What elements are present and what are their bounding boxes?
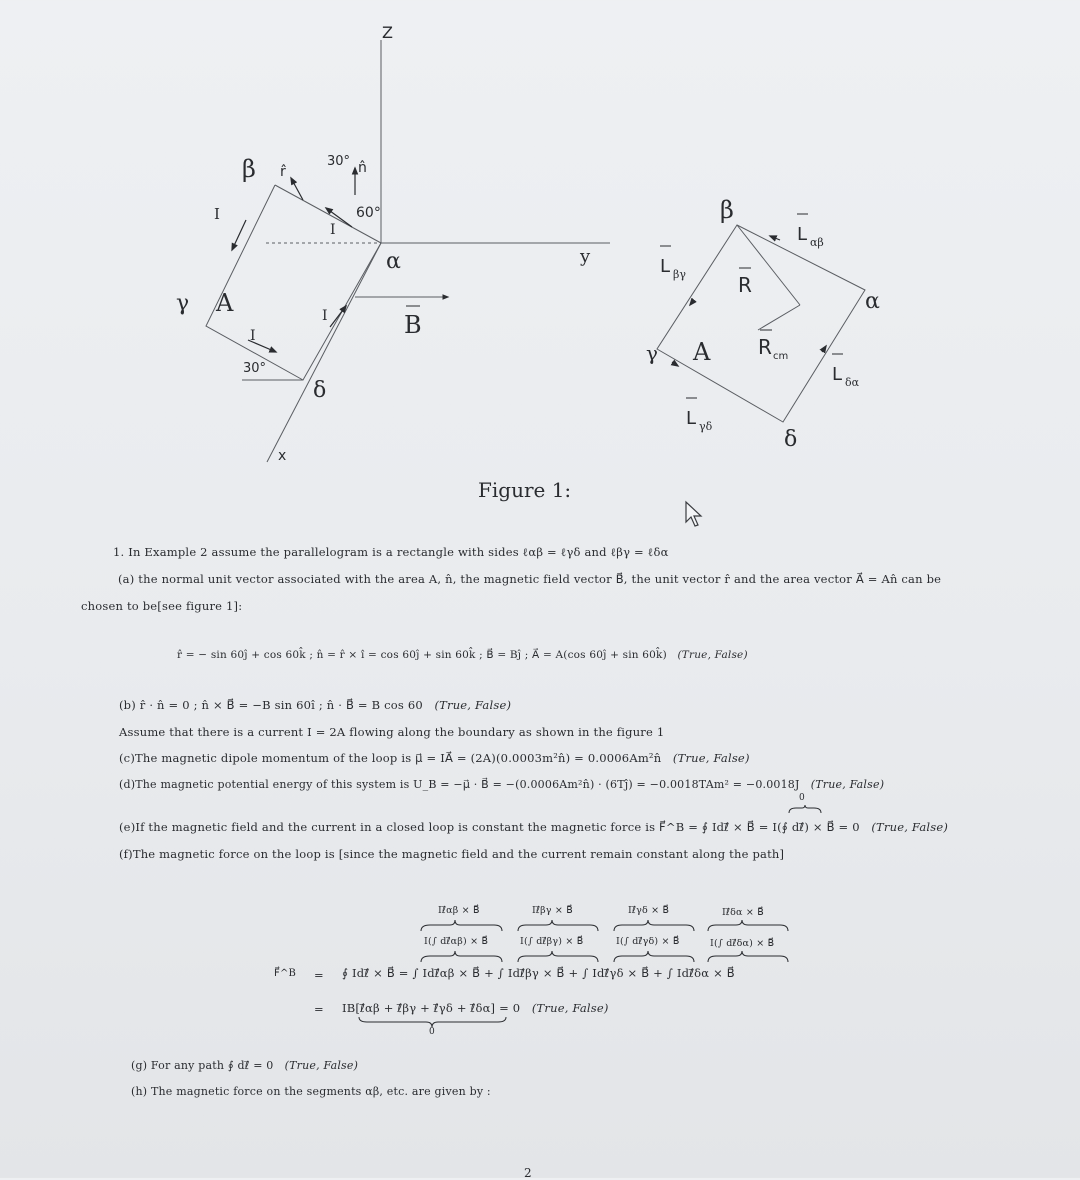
current-arrow-right: [330, 306, 346, 327]
part-a-line2: chosen to be[see figure 1]:: [81, 599, 243, 613]
eq-f-mid-2: I(∫ dℓ⃗βγ) × B⃗: [520, 936, 584, 947]
page-number: 2: [524, 1166, 532, 1180]
equation-a: [177, 649, 748, 661]
eq-f-top-1: Iℓ⃗αβ × B⃗: [438, 905, 480, 916]
L-da-label: L: [832, 364, 843, 385]
x-axis: [267, 243, 381, 462]
eq-f-line2-wrap: [342, 1001, 609, 1015]
L-da-arrow: [822, 346, 826, 352]
eq-f-braces-2: [270, 950, 810, 964]
L-ab-sub: αβ: [810, 236, 824, 249]
rectangle-loop: [657, 225, 865, 422]
L-gd-sub: γδ: [699, 420, 713, 433]
current-label-bottom: I: [250, 328, 256, 344]
part-b-text: (b) r̂ · n̂ = 0 ; n̂ × B⃗ = −B sin 60î ; n̂ · B⃗ = B cos 60: [119, 698, 423, 712]
r-hat-label: r̂: [280, 164, 286, 180]
part-c-text: (c)The magnetic dipole momentum of the loop is μ⃗ = IA⃗ = (2A)(0.0003m²n̂) = 0.0006Am²n̂: [119, 751, 662, 765]
eq-f-equals-1: =: [314, 968, 324, 982]
beta-label-right: β: [720, 196, 734, 224]
true-false-d: (True, False): [810, 778, 885, 791]
true-false-e: (True, False): [871, 820, 949, 834]
current-label-top: I: [214, 205, 220, 223]
equation-a-text: r̂ = − sin 60ĵ + cos 60k̂ ; n̂ = r̂ × î = cos 60ĵ + sin 60k̂ ; B⃗ = Bĵ ; A⃗ = A(cos 60ĵ + sin 60k̂): [177, 649, 667, 661]
Rcm-label: R: [758, 335, 772, 359]
part-e-text: (e)If the magnetic field and the current in a closed loop is constant the magnetic force is F⃗^B = ∮ Idℓ⃗ × B⃗ = I(∮ dℓ⃗) × B⃗ = 0: [119, 820, 860, 834]
true-false-f: (True, False): [531, 1001, 609, 1015]
field-label: B: [404, 311, 422, 339]
L-ab-arrow: [770, 236, 780, 240]
eq-f-zero: 0: [429, 1027, 435, 1037]
gamma-label: γ: [176, 291, 190, 316]
area-label: A: [216, 289, 234, 317]
z-label: Z: [382, 23, 393, 42]
alpha-label: α: [386, 249, 401, 274]
part-g-text: (g) For any path ∮ dℓ⃗ = 0: [131, 1059, 274, 1072]
x-label: x: [278, 448, 287, 464]
true-false-b: (True, False): [434, 698, 512, 712]
equation-f: [270, 905, 810, 1040]
R-label: R: [738, 273, 752, 297]
n-hat-label: n̂: [358, 160, 367, 176]
assume-current: Assume that there is a current I = 2A flowing along the boundary as shown in the figure 1: [119, 725, 665, 739]
part-c: [119, 751, 750, 765]
eq-f-mid-3: I(∫ dℓ⃗γδ) × B⃗: [616, 936, 680, 947]
current-arrow-top: [232, 220, 246, 250]
eq-f-top-3: Iℓ⃗γδ × B⃗: [628, 905, 670, 916]
part-b: [119, 698, 511, 712]
area-label-right: A: [693, 338, 711, 366]
beta-label: β: [242, 155, 256, 183]
L-bg-label: L: [660, 256, 671, 277]
L-gd-label: L: [686, 408, 697, 429]
eq-f-equals-2: =: [314, 1002, 324, 1016]
Rcm-sub: cm: [773, 351, 789, 362]
y-label: y: [580, 246, 591, 267]
part-a-line1: (a) the normal unit vector associated with the area A, n̂, the magnetic field vector B⃗, the unit vector r̂ and the area vector A⃗ = An̂ can be: [118, 572, 942, 586]
right-diagram: [657, 225, 865, 422]
figure-caption: Figure 1:: [478, 478, 572, 502]
part-g: [131, 1059, 358, 1072]
true-false-c: (True, False): [672, 751, 750, 765]
eq-f-line2: IB[ℓ⃗αβ + ℓ⃗βγ + ℓ⃗γδ + ℓ⃗δα] = 0: [342, 1001, 521, 1015]
eq-f-mid-4: I(∫ dℓ⃗δα) × B⃗: [710, 938, 775, 949]
part-f: (f)The magnetic force on the loop is [since the magnetic field and the current remain constant along the path]: [119, 847, 785, 861]
L-bg-arrow: [690, 300, 694, 305]
figure-1: [0, 0, 1080, 520]
eq-f-braces: [270, 919, 810, 933]
part-d-text: (d)The magnetic potential energy of this system is U_B = −μ⃗ · B⃗ = −(0.0006Am²n̂) · (6Tĵ) = −0.0018TAm² = −0.0018J: [119, 778, 800, 791]
angle-60: 60°: [356, 205, 381, 221]
eq-f-line1: ∮ Idℓ⃗ × B⃗ = ∫ Idℓ⃗αβ × B⃗ + ∫ Idℓ⃗βγ × B⃗ + ∫ Idℓ⃗γδ × B⃗ + ∫ Idℓ⃗δα × B⃗: [342, 966, 735, 980]
gamma-label-right: γ: [646, 341, 658, 365]
alpha-label-right: α: [865, 289, 880, 314]
Rcm-vector: [758, 305, 800, 330]
mouse-cursor-icon: [683, 500, 707, 528]
current-label-mid: I: [330, 222, 336, 238]
L-ab-label: L: [797, 224, 808, 245]
part-d: [119, 778, 884, 791]
loop-boundary: [206, 185, 381, 380]
left-diagram: [206, 40, 610, 462]
part-e: [119, 820, 948, 834]
eq-f-top-2: Iℓ⃗βγ × B⃗: [532, 905, 573, 916]
L-da-sub: δα: [845, 376, 860, 389]
L-gd-arrow: [672, 362, 678, 366]
part-e-zero: 0: [799, 793, 805, 803]
part-h: (h) The magnetic force on the segments αβ, etc. are given by :: [131, 1085, 491, 1098]
angle-30-top: 30°: [327, 154, 351, 169]
eq-f-mid-1: I(∫ dℓ⃗αβ) × B⃗: [424, 936, 489, 947]
true-false-g: (True, False): [284, 1059, 359, 1072]
true-false-a: (True, False): [677, 649, 748, 661]
angle-30-bottom: 30°: [243, 361, 267, 376]
current-label-right: I: [322, 308, 328, 324]
problem-intro: 1. In Example 2 assume the parallelogram is a rectangle with sides ℓαβ = ℓγδ and ℓβγ = ℓδα: [113, 545, 669, 559]
eq-f-lhs: F⃗^B: [274, 968, 297, 979]
part-e-overbrace: [788, 804, 822, 814]
delta-label-right: δ: [784, 427, 798, 452]
L-bg-sub: βγ: [673, 268, 686, 281]
eq-f-top-4: Iℓ⃗δα × B⃗: [722, 907, 764, 918]
delta-label: δ: [313, 378, 327, 403]
